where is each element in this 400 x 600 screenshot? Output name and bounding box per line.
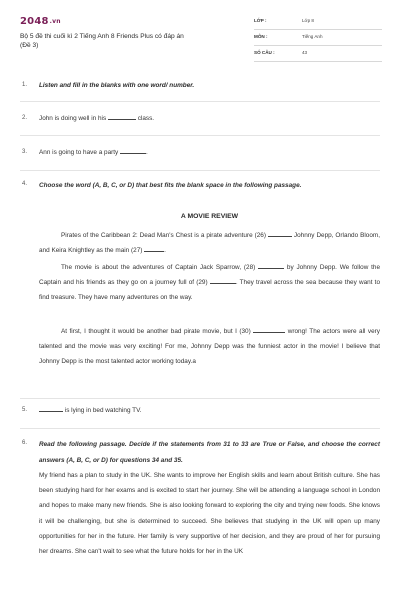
question-text-part: . bbox=[146, 149, 148, 156]
meta-value: Tiếng Anh bbox=[302, 34, 323, 39]
question-number: 1. bbox=[22, 82, 28, 88]
document-title bbox=[20, 33, 245, 50]
fill-blank[interactable] bbox=[120, 153, 146, 154]
meta-label: MÔN : bbox=[254, 34, 268, 39]
question-number: 3. bbox=[22, 149, 28, 155]
question-text-part: class. bbox=[137, 115, 155, 122]
meta-value: Lớp 8 bbox=[302, 18, 314, 23]
question-1-text: Listen and fill in the blanks with one word/ number. bbox=[39, 82, 195, 89]
divider bbox=[20, 428, 380, 429]
passage-paragraph-2 bbox=[39, 260, 380, 306]
fill-blank[interactable] bbox=[144, 251, 164, 252]
question-2-text bbox=[39, 115, 154, 122]
passage-text: . They travel across the sea because they want to find treasure. They have many adventures on the way. bbox=[39, 279, 380, 302]
question-number: 2. bbox=[22, 115, 28, 121]
meta-row-class bbox=[254, 14, 382, 30]
document-header bbox=[20, 14, 382, 62]
meta-value: 43 bbox=[302, 50, 308, 55]
meta-info bbox=[254, 14, 382, 62]
reading-passage: My friend has a plan to study in the UK. She wants to improve her English skills and learn about British culture. She has been studying hard for her exams and is excited to start her journey. She will be attending a language school in London and hopes to make many new friends. She is also looking forward to exploring the city and trying new foods. She knows it will be challenging, but she is determined to succeed. She believes that studying in the UK will open up many opportunities for her in the future. Her family is very supportive of her decision, and they are proud of her for pursuing her dreams. She can't wait to see what the future holds for her in the UK bbox=[39, 472, 380, 556]
passage-text: Pirates of the Caribbean 2: Dead Man's Chest is a pirate adventure (26) bbox=[61, 232, 266, 239]
passage-text: by Johnny Depp. We follow the Captain and his friends as they go on a journey full of (29) bbox=[39, 264, 380, 287]
fill-blank[interactable] bbox=[258, 268, 284, 269]
question-number: 4. bbox=[22, 181, 28, 187]
title-line-1: Bộ 5 đề thi cuối kì 2 Tiếng Anh 8 Friends Plus có đáp án bbox=[20, 33, 184, 40]
passage-text: At first, I thought it would be another bad pirate movie, but I (30) bbox=[61, 328, 251, 335]
passage-text: wrong! The actors were all very talented and the movie was very exciting! For me, Johnny Depp was the funniest actor in the movie! I believe that Johnny Depp is the most talented actor working today.a bbox=[39, 328, 380, 366]
meta-row-subject bbox=[254, 30, 382, 46]
site-logo[interactable] bbox=[20, 16, 61, 27]
question-4-instruction: Choose the word (A, B, C, or D) that best fits the blank space in the following passage. bbox=[39, 182, 302, 189]
question-text-part: is lying in bed watching TV. bbox=[64, 407, 142, 414]
meta-label: SỐ CÂU : bbox=[254, 50, 275, 55]
fill-blank[interactable] bbox=[210, 283, 236, 284]
question-text-part: John is doing well in his bbox=[39, 115, 107, 122]
passage-paragraph-1: Pirates of the Caribbean 2: Dead Man's Chest is a pirate adventure (26) Johnny Depp, Orlando Bloom, and Keira Knightley as the main (27) . bbox=[39, 232, 380, 255]
fill-blank[interactable] bbox=[253, 332, 285, 333]
fill-blank[interactable] bbox=[108, 119, 136, 120]
question-number: 5. bbox=[22, 407, 28, 413]
fill-blank[interactable] bbox=[39, 411, 63, 412]
fill-blank[interactable] bbox=[268, 236, 292, 237]
divider bbox=[20, 170, 380, 171]
divider bbox=[20, 398, 380, 399]
question-5-text bbox=[39, 407, 142, 414]
meta-row-count bbox=[254, 46, 382, 62]
title-line-2: (Đề 3) bbox=[20, 41, 39, 49]
divider bbox=[20, 135, 380, 136]
passage-text: The movie is about the adventures of Captain Jack Sparrow, (28) bbox=[61, 264, 256, 271]
question-3-text bbox=[39, 149, 148, 156]
passage-text: Johnny Depp, Orlando Bloom, and Keira Knightley as the main (27) bbox=[39, 232, 380, 255]
divider bbox=[20, 101, 380, 102]
passage-title: A MOVIE REVIEW bbox=[180, 213, 239, 220]
passage-paragraph-3 bbox=[39, 324, 380, 370]
question-number: 6. bbox=[22, 440, 28, 446]
logo-tld: .vn bbox=[49, 17, 61, 25]
logo-text: 2048 bbox=[20, 16, 49, 27]
meta-label: LỚP : bbox=[254, 18, 267, 23]
question-text-part: Ann is going to have a party bbox=[39, 149, 119, 156]
question-6-instruction: Read the following passage. Decide if the statements from 31 to 33 are True or False, and choose the correct answers (A, B, C, or D) for questions 34 and 35. bbox=[39, 441, 380, 464]
